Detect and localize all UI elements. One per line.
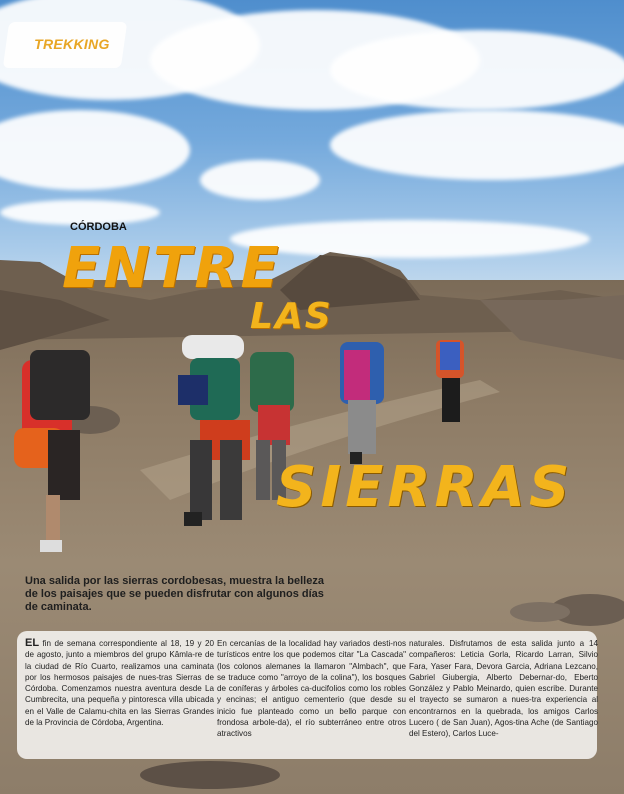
- body-column-3: naturales. Disfrutamos de esta salida junto a 14 compañeros: Leticia Gorla, Ricardo Larran, Silvio Fara, Yaser Fara, Devora Garcia, Adriana Lezcano, Gabriel Giubergia, Alberto Debernar-do, Eberto González y Pablo Meinardo, quien escribe. Durante el trayecto se sumaron a nues-tra experiencia al encontrarnos en la quebrada, los amigos Carlos Lucero ( de San Juan), Agos-tina Ache (de Santiago del Estero), Carlos Luce-: [409, 639, 598, 739]
- hiker-5: [436, 340, 464, 422]
- drop-cap: EL: [25, 637, 40, 649]
- lead-paragraph: Una salida por las sierras cordobesas, muestra la belleza de los paisajes que se pueden disfrutar con algunos días de caminata.: [25, 575, 324, 613]
- body-column-1: [25, 638, 214, 728]
- section-tag-label: TREKKING: [34, 36, 110, 52]
- section-tag: [3, 22, 127, 68]
- title-line-2: LAS: [250, 296, 333, 337]
- hiker-1: [14, 350, 90, 552]
- hiker-2: [178, 335, 250, 526]
- hiker-4: [340, 342, 384, 464]
- kicker: CÓRDOBA: [70, 221, 127, 233]
- body-column-2: En cercanías de la localidad hay variados desti-nos turísticos entre los que podemos citar "La Cascada" (los colonos alemanes la llamaron "Almbach", que se traduce como "arroyo de la colina"), los bosques de coníferas y árboles ca-ducifolios como los robles y encinas; el antiguo cementerio (que desde su inicio fue planteado como un bello parque con frondosa arbole-da), el río subterráneo entre otros atractivos: [217, 639, 406, 739]
- title-line-1: ENTRE: [62, 236, 282, 301]
- title-line-3: SIERRAS: [276, 455, 574, 520]
- column-1-text: fin de semana correspondiente al 18, 19 y 20 de agosto, junto a miembros del grupo Kâmla-re de la ciudad de Río Cuarto, realizamos una caminata por los hermosos paisajes de nues-tras Sierras de Córdoba. Comenzamos nuestra aventura desde La Cumbrecita, una pequeña y pintoresca villa ubicada en el Valle de Calamu-chita en las Sierras Grandes de la Provincia de Córdoba, Argentina.: [25, 639, 214, 728]
